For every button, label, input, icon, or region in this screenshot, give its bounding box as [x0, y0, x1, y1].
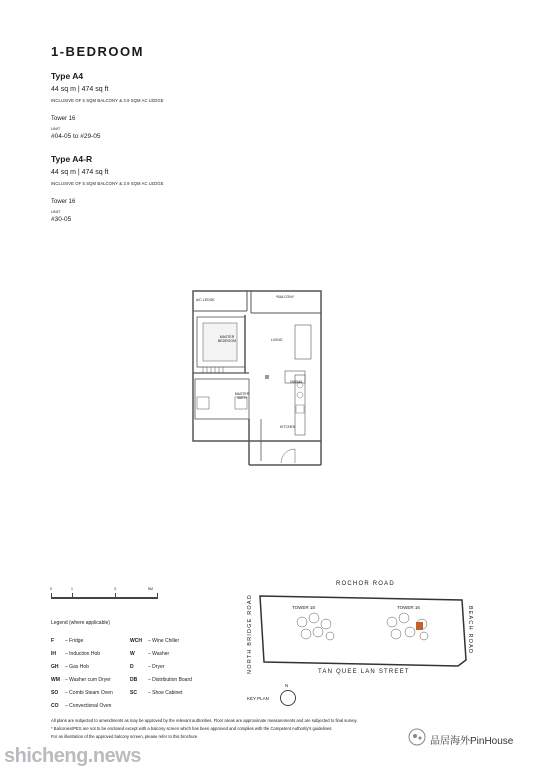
legend-item: WM – Washer cum Dryer [51, 677, 111, 683]
unit-inclusion: INCLUSIVE OF 5 SQM BALCONY & 3.9 SQM AC LEDGE [51, 181, 164, 186]
key-plan-unit-highlight [416, 622, 423, 630]
footer-notes [51, 718, 357, 742]
plan-label-kitchen: KITCHEN [280, 425, 296, 429]
legend-title: Legend (where applicable) [51, 620, 110, 626]
key-plan-map [252, 590, 472, 670]
unit-type-label: Type A4-R [51, 154, 93, 164]
road-label-left: NORTH BRIDGE ROAD [247, 594, 253, 674]
footer-note: For an illustration of the approved balcony screen, please refer to this brochure. [51, 734, 199, 739]
db-marker [265, 375, 269, 379]
unit-area: 44 sq m | 474 sq ft [51, 86, 109, 93]
legend-item: DB – Distribution Board [130, 677, 192, 683]
legend-item: W – Washer [130, 651, 170, 657]
legend-item: WCH – Wine Chiller [130, 638, 180, 644]
legend-right [130, 638, 192, 703]
scale-tick: 3 [114, 587, 116, 591]
plan-label-living: LIVING [271, 338, 283, 342]
north-arrow-icon [280, 690, 296, 706]
legend-item: SC – Shoe Cabinet [130, 690, 183, 696]
plan-label-master-bath: MASTER BATH [234, 392, 250, 400]
floor-plan [185, 285, 330, 480]
road-label-bottom: TAN QUEE LAN STREET [318, 669, 410, 675]
unit-range: #04-05 to #29-05 [51, 133, 101, 140]
plan-label-master-bedroom: MASTER BEDROOM [217, 335, 237, 343]
tower-label-right: TOWER 16 [397, 605, 420, 610]
north-label: N [285, 683, 289, 688]
legend-item: D – Dryer [130, 664, 165, 670]
unit-tower: Tower 16 [51, 199, 76, 205]
legend-left [51, 638, 113, 716]
scale-tick: 0 [50, 587, 52, 591]
tower-label-left: TOWER 18 [292, 605, 315, 610]
unit-range: #30-05 [51, 216, 72, 223]
unit-label: UNIT [51, 209, 61, 214]
unit-type-label: Type A4 [51, 71, 84, 81]
unit-area: 44 sq m | 474 sq ft [51, 169, 109, 176]
unit-tower: Tower 16 [51, 116, 76, 122]
plan-label-balcony: *BALCONY [276, 295, 295, 299]
plan-label-ac-ledge: A/C LEDGE [196, 298, 215, 302]
legend-item: CO – Convectional Oven [51, 703, 112, 709]
watermark-brand: 品居海外PinHouse [430, 736, 514, 747]
footer-note: * Balconies/PES are not to be enclosed except with a balcony screen which has been approved and complies with the Competent Authority's guidelines. [51, 726, 333, 731]
legend-item: F – Fridge [51, 638, 84, 644]
watermark-site: shicheng.news [4, 745, 141, 767]
footer-note: All plans are subjected to amendments as may be approved by the relevant authorities. Floor areas are approximate measurements and are subjected to final survey. [51, 718, 358, 723]
road-label-top: ROCHOR ROAD [336, 581, 395, 587]
legend-item: GH – Gas Hob [51, 664, 89, 670]
scale-tick: 5M [148, 587, 153, 591]
brand-logo-icon [408, 728, 426, 746]
key-plan-label: KEY PLAN [247, 696, 269, 701]
unit-inclusion: INCLUSIVE OF 5 SQM BALCONY & 3.9 SQM AC LEDGE [51, 98, 164, 103]
road-label-right: BEACH ROAD [467, 605, 473, 655]
page-title: 1-BEDROOM [51, 44, 144, 59]
legend-item: IH – Induction Hob [51, 651, 101, 657]
scale-tick: 1 [71, 587, 73, 591]
plan-label-dining: DINING [290, 380, 303, 384]
legend-item: SO – Combi Steam Oven [51, 690, 113, 696]
unit-label: UNIT [51, 126, 61, 131]
